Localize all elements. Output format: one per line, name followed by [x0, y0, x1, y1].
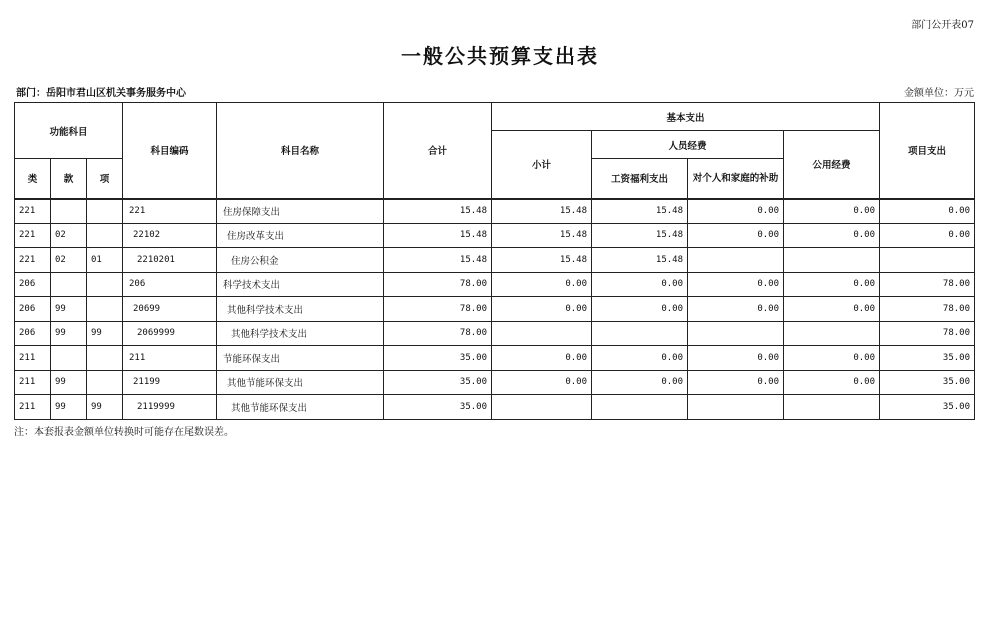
cell-project: 78.00 — [880, 272, 975, 297]
cell-lei: 221 — [15, 223, 51, 248]
header-project-expenditure: 项目支出 — [880, 103, 975, 199]
cell-xiang — [87, 297, 123, 322]
cell-kuan: 02 — [51, 248, 87, 273]
cell-name: 住房保障支出 — [217, 199, 384, 224]
page-title: 一般公共预算支出表 — [401, 44, 599, 68]
cell-subsidy — [688, 395, 784, 420]
cell-subsidy — [688, 248, 784, 273]
header-subject-name: 科目名称 — [217, 103, 384, 199]
cell-code: 22102 — [123, 223, 217, 248]
table-row — [15, 321, 975, 346]
cell-code: 211 — [123, 346, 217, 371]
cell-xiang: 99 — [87, 321, 123, 346]
header-public-expense: 公用经费 — [784, 131, 880, 199]
cell-public: 0.00 — [784, 346, 880, 371]
header-xiang: 项 — [87, 159, 123, 199]
cell-subsidy: 0.00 — [688, 346, 784, 371]
cell-project: 78.00 — [880, 297, 975, 322]
department-label: 部门：岳阳市君山区机关事务服务中心 — [16, 88, 186, 99]
cell-lei: 206 — [15, 321, 51, 346]
cell-xiang: 01 — [87, 248, 123, 273]
amount-unit-label: 金额单位：万元 — [904, 88, 974, 99]
cell-project — [880, 248, 975, 273]
cell-public: 0.00 — [784, 223, 880, 248]
footnote: 注：本套报表金额单位转换时可能存在尾数误差。 — [14, 427, 234, 438]
cell-project: 35.00 — [880, 370, 975, 395]
budget-expenditure-table — [14, 102, 975, 420]
cell-subsidy: 0.00 — [688, 370, 784, 395]
cell-name: 节能环保支出 — [217, 346, 384, 371]
header-subject-code: 科目编码 — [123, 103, 217, 199]
cell-xiang — [87, 199, 123, 224]
header-basic-expenditure: 基本支出 — [492, 103, 880, 131]
cell-salary — [592, 321, 688, 346]
cell-subtotal: 0.00 — [492, 297, 592, 322]
cell-public: 0.00 — [784, 199, 880, 224]
header-household-subsidy: 对个人和家庭的补助 — [688, 159, 784, 199]
cell-kuan — [51, 272, 87, 297]
table-row — [15, 272, 975, 297]
cell-name: 其他科学技术支出 — [217, 321, 384, 346]
cell-public — [784, 395, 880, 420]
table-row — [15, 199, 975, 224]
cell-public: 0.00 — [784, 272, 880, 297]
cell-kuan — [51, 346, 87, 371]
cell-public — [784, 248, 880, 273]
cell-lei: 221 — [15, 199, 51, 224]
cell-code: 2210201 — [123, 248, 217, 273]
cell-xiang — [87, 223, 123, 248]
cell-xiang — [87, 346, 123, 371]
cell-subsidy: 0.00 — [688, 223, 784, 248]
cell-xiang — [87, 272, 123, 297]
cell-kuan: 99 — [51, 297, 87, 322]
cell-lei: 211 — [15, 395, 51, 420]
header-total: 合计 — [384, 103, 492, 199]
cell-subtotal: 0.00 — [492, 346, 592, 371]
header-salary-welfare: 工资福利支出 — [592, 159, 688, 199]
cell-code: 21199 — [123, 370, 217, 395]
cell-total: 35.00 — [384, 395, 492, 420]
cell-public — [784, 321, 880, 346]
cell-name: 科学技术支出 — [217, 272, 384, 297]
cell-subsidy: 0.00 — [688, 272, 784, 297]
cell-public: 0.00 — [784, 297, 880, 322]
cell-code: 206 — [123, 272, 217, 297]
cell-project: 78.00 — [880, 321, 975, 346]
cell-kuan: 99 — [51, 395, 87, 420]
table-row — [15, 395, 975, 420]
cell-total: 78.00 — [384, 297, 492, 322]
cell-salary: 0.00 — [592, 370, 688, 395]
cell-salary: 0.00 — [592, 272, 688, 297]
cell-name: 其他节能环保支出 — [217, 395, 384, 420]
cell-name: 其他科学技术支出 — [217, 297, 384, 322]
cell-subsidy: 0.00 — [688, 297, 784, 322]
cell-salary: 0.00 — [592, 297, 688, 322]
header-func-subject: 功能科目 — [15, 103, 123, 159]
cell-total: 35.00 — [384, 370, 492, 395]
cell-salary: 15.48 — [592, 248, 688, 273]
cell-xiang — [87, 370, 123, 395]
cell-total: 78.00 — [384, 321, 492, 346]
cell-subtotal: 15.48 — [492, 223, 592, 248]
cell-project: 0.00 — [880, 223, 975, 248]
cell-subtotal — [492, 321, 592, 346]
cell-subtotal: 15.48 — [492, 248, 592, 273]
cell-name: 其他节能环保支出 — [217, 370, 384, 395]
cell-total: 15.48 — [384, 248, 492, 273]
header-personnel-expense: 人员经费 — [592, 131, 784, 159]
cell-total: 15.48 — [384, 199, 492, 224]
header-subtotal: 小计 — [492, 131, 592, 199]
cell-salary: 0.00 — [592, 346, 688, 371]
form-number-label: 部门公开表07 — [911, 20, 974, 31]
cell-public: 0.00 — [784, 370, 880, 395]
cell-kuan: 99 — [51, 321, 87, 346]
cell-total: 35.00 — [384, 346, 492, 371]
cell-subtotal — [492, 395, 592, 420]
cell-project: 35.00 — [880, 395, 975, 420]
cell-salary — [592, 395, 688, 420]
cell-project: 35.00 — [880, 346, 975, 371]
table-row — [15, 248, 975, 273]
cell-kuan: 02 — [51, 223, 87, 248]
header-kuan: 款 — [51, 159, 87, 199]
cell-subtotal: 0.00 — [492, 370, 592, 395]
cell-code: 221 — [123, 199, 217, 224]
table-row — [15, 297, 975, 322]
cell-lei: 211 — [15, 346, 51, 371]
cell-name: 住房改革支出 — [217, 223, 384, 248]
header-lei: 类 — [15, 159, 51, 199]
cell-total: 15.48 — [384, 223, 492, 248]
table-row — [15, 223, 975, 248]
cell-xiang: 99 — [87, 395, 123, 420]
cell-kuan — [51, 199, 87, 224]
cell-lei: 206 — [15, 272, 51, 297]
cell-code: 20699 — [123, 297, 217, 322]
cell-subtotal: 15.48 — [492, 199, 592, 224]
cell-salary: 15.48 — [592, 199, 688, 224]
cell-lei: 221 — [15, 248, 51, 273]
cell-code: 2069999 — [123, 321, 217, 346]
cell-subsidy: 0.00 — [688, 199, 784, 224]
cell-total: 78.00 — [384, 272, 492, 297]
cell-salary: 15.48 — [592, 223, 688, 248]
cell-subsidy — [688, 321, 784, 346]
cell-kuan: 99 — [51, 370, 87, 395]
table-row — [15, 346, 975, 371]
cell-subtotal: 0.00 — [492, 272, 592, 297]
table-row — [15, 370, 975, 395]
cell-name: 住房公积金 — [217, 248, 384, 273]
cell-lei: 211 — [15, 370, 51, 395]
cell-lei: 206 — [15, 297, 51, 322]
cell-code: 2119999 — [123, 395, 217, 420]
cell-project: 0.00 — [880, 199, 975, 224]
